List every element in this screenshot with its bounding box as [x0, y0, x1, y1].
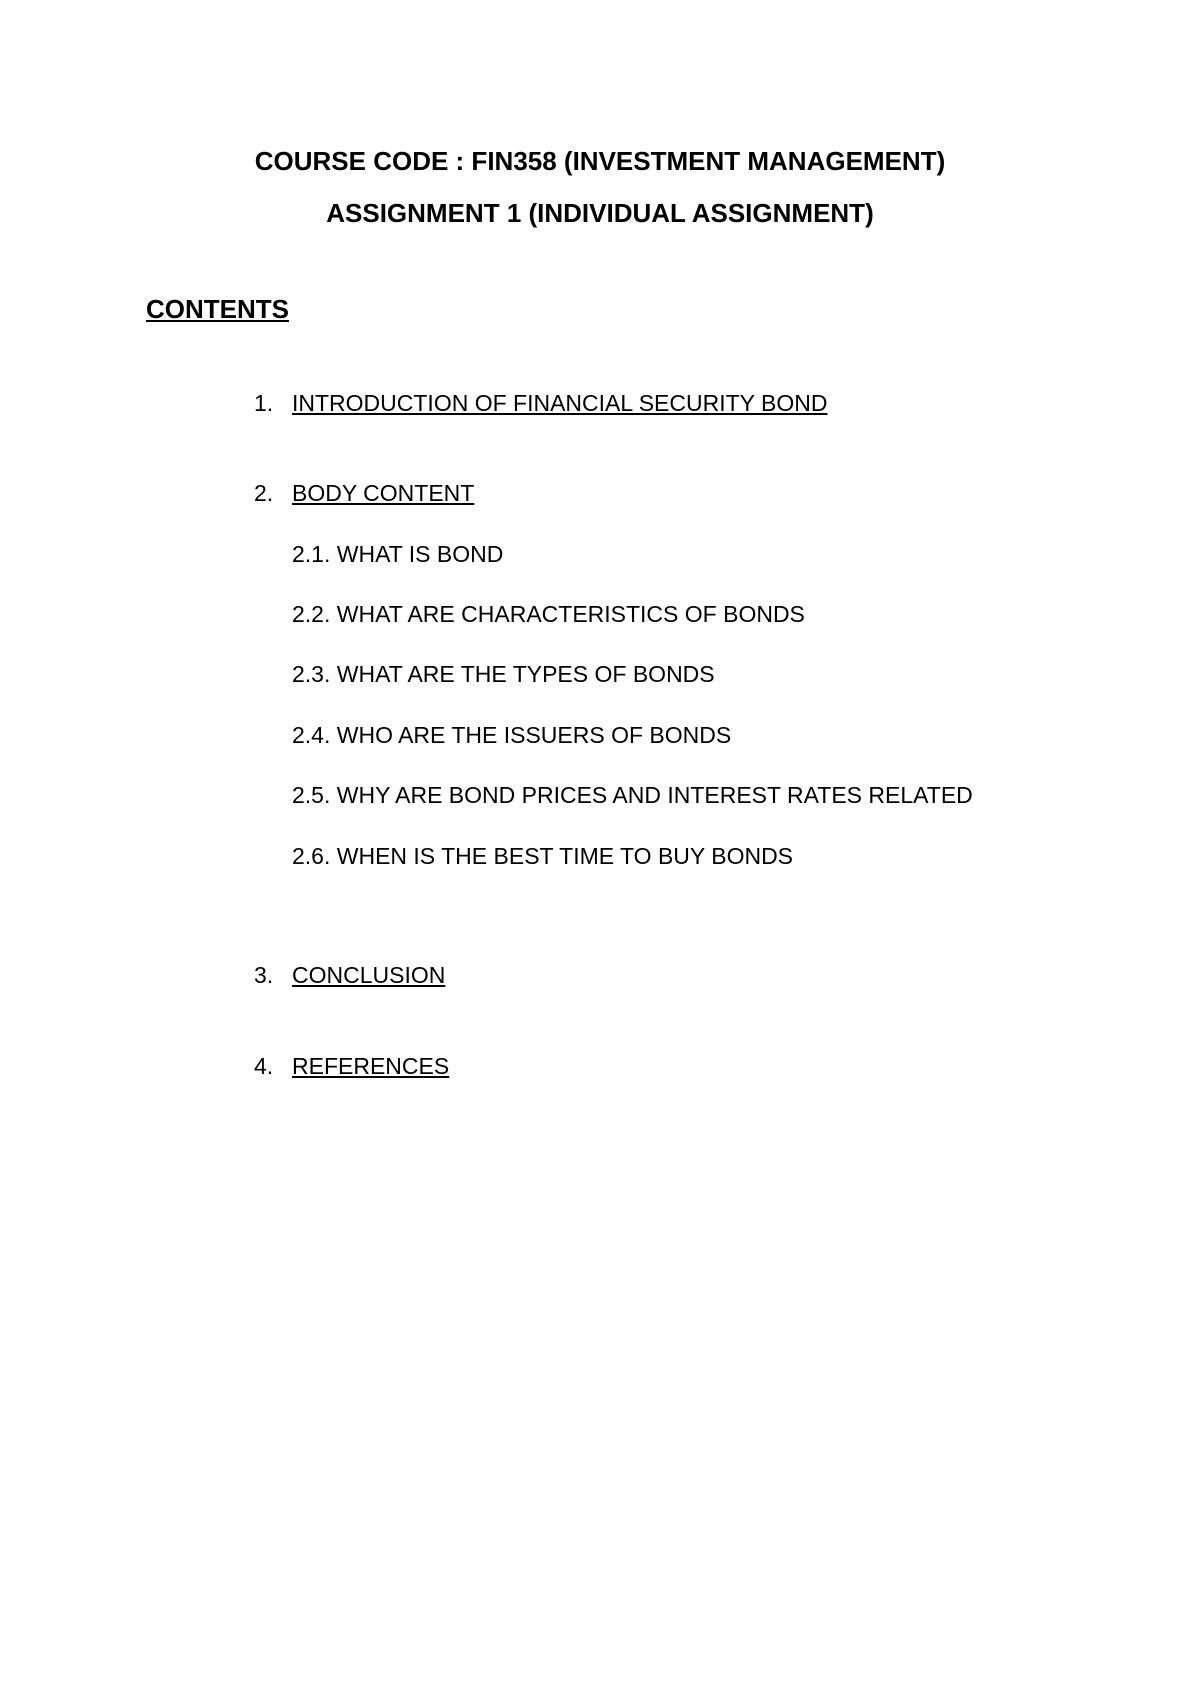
toc-subsection-2-6: 2.6. WHEN IS THE BEST TIME TO BUY BONDS [292, 843, 794, 869]
assignment-title: ASSIGNMENT 1 (INDIVIDUAL ASSIGNMENT) [326, 198, 874, 228]
toc-section-label: BODY CONTENT [292, 480, 475, 506]
toc-section-introduction [0, 390, 1200, 420]
toc-section-references [0, 1053, 1200, 1083]
toc-section-number: 2. [254, 480, 274, 506]
toc-section-body-content [0, 480, 1200, 510]
toc-subsection-2-5: 2.5. WHY ARE BOND PRICES AND INTEREST RATES RELATED [292, 782, 973, 808]
toc-subsection-2-2: 2.2. WHAT ARE CHARACTERISTICS OF BONDS [292, 601, 805, 627]
toc-subsection-2-4: 2.4. WHO ARE THE ISSUERS OF BONDS [292, 722, 732, 748]
toc-section-conclusion [0, 962, 1200, 992]
course-code-title: COURSE CODE : FIN358 (INVESTMENT MANAGEMENT) [254, 146, 946, 176]
toc-section-number: 1. [254, 390, 274, 416]
toc-section-label: INTRODUCTION OF FINANCIAL SECURITY BOND [292, 390, 828, 416]
contents-heading: CONTENTS [146, 294, 289, 324]
toc-section-label: CONCLUSION [292, 962, 446, 988]
toc-subsection-2-3: 2.3. WHAT ARE THE TYPES OF BONDS [292, 661, 715, 687]
toc-section-label: REFERENCES [292, 1053, 450, 1079]
toc-subsection-2-1: 2.1. WHAT IS BOND [292, 541, 504, 567]
toc-section-number: 3. [254, 962, 274, 988]
toc-section-number: 4. [254, 1053, 274, 1079]
